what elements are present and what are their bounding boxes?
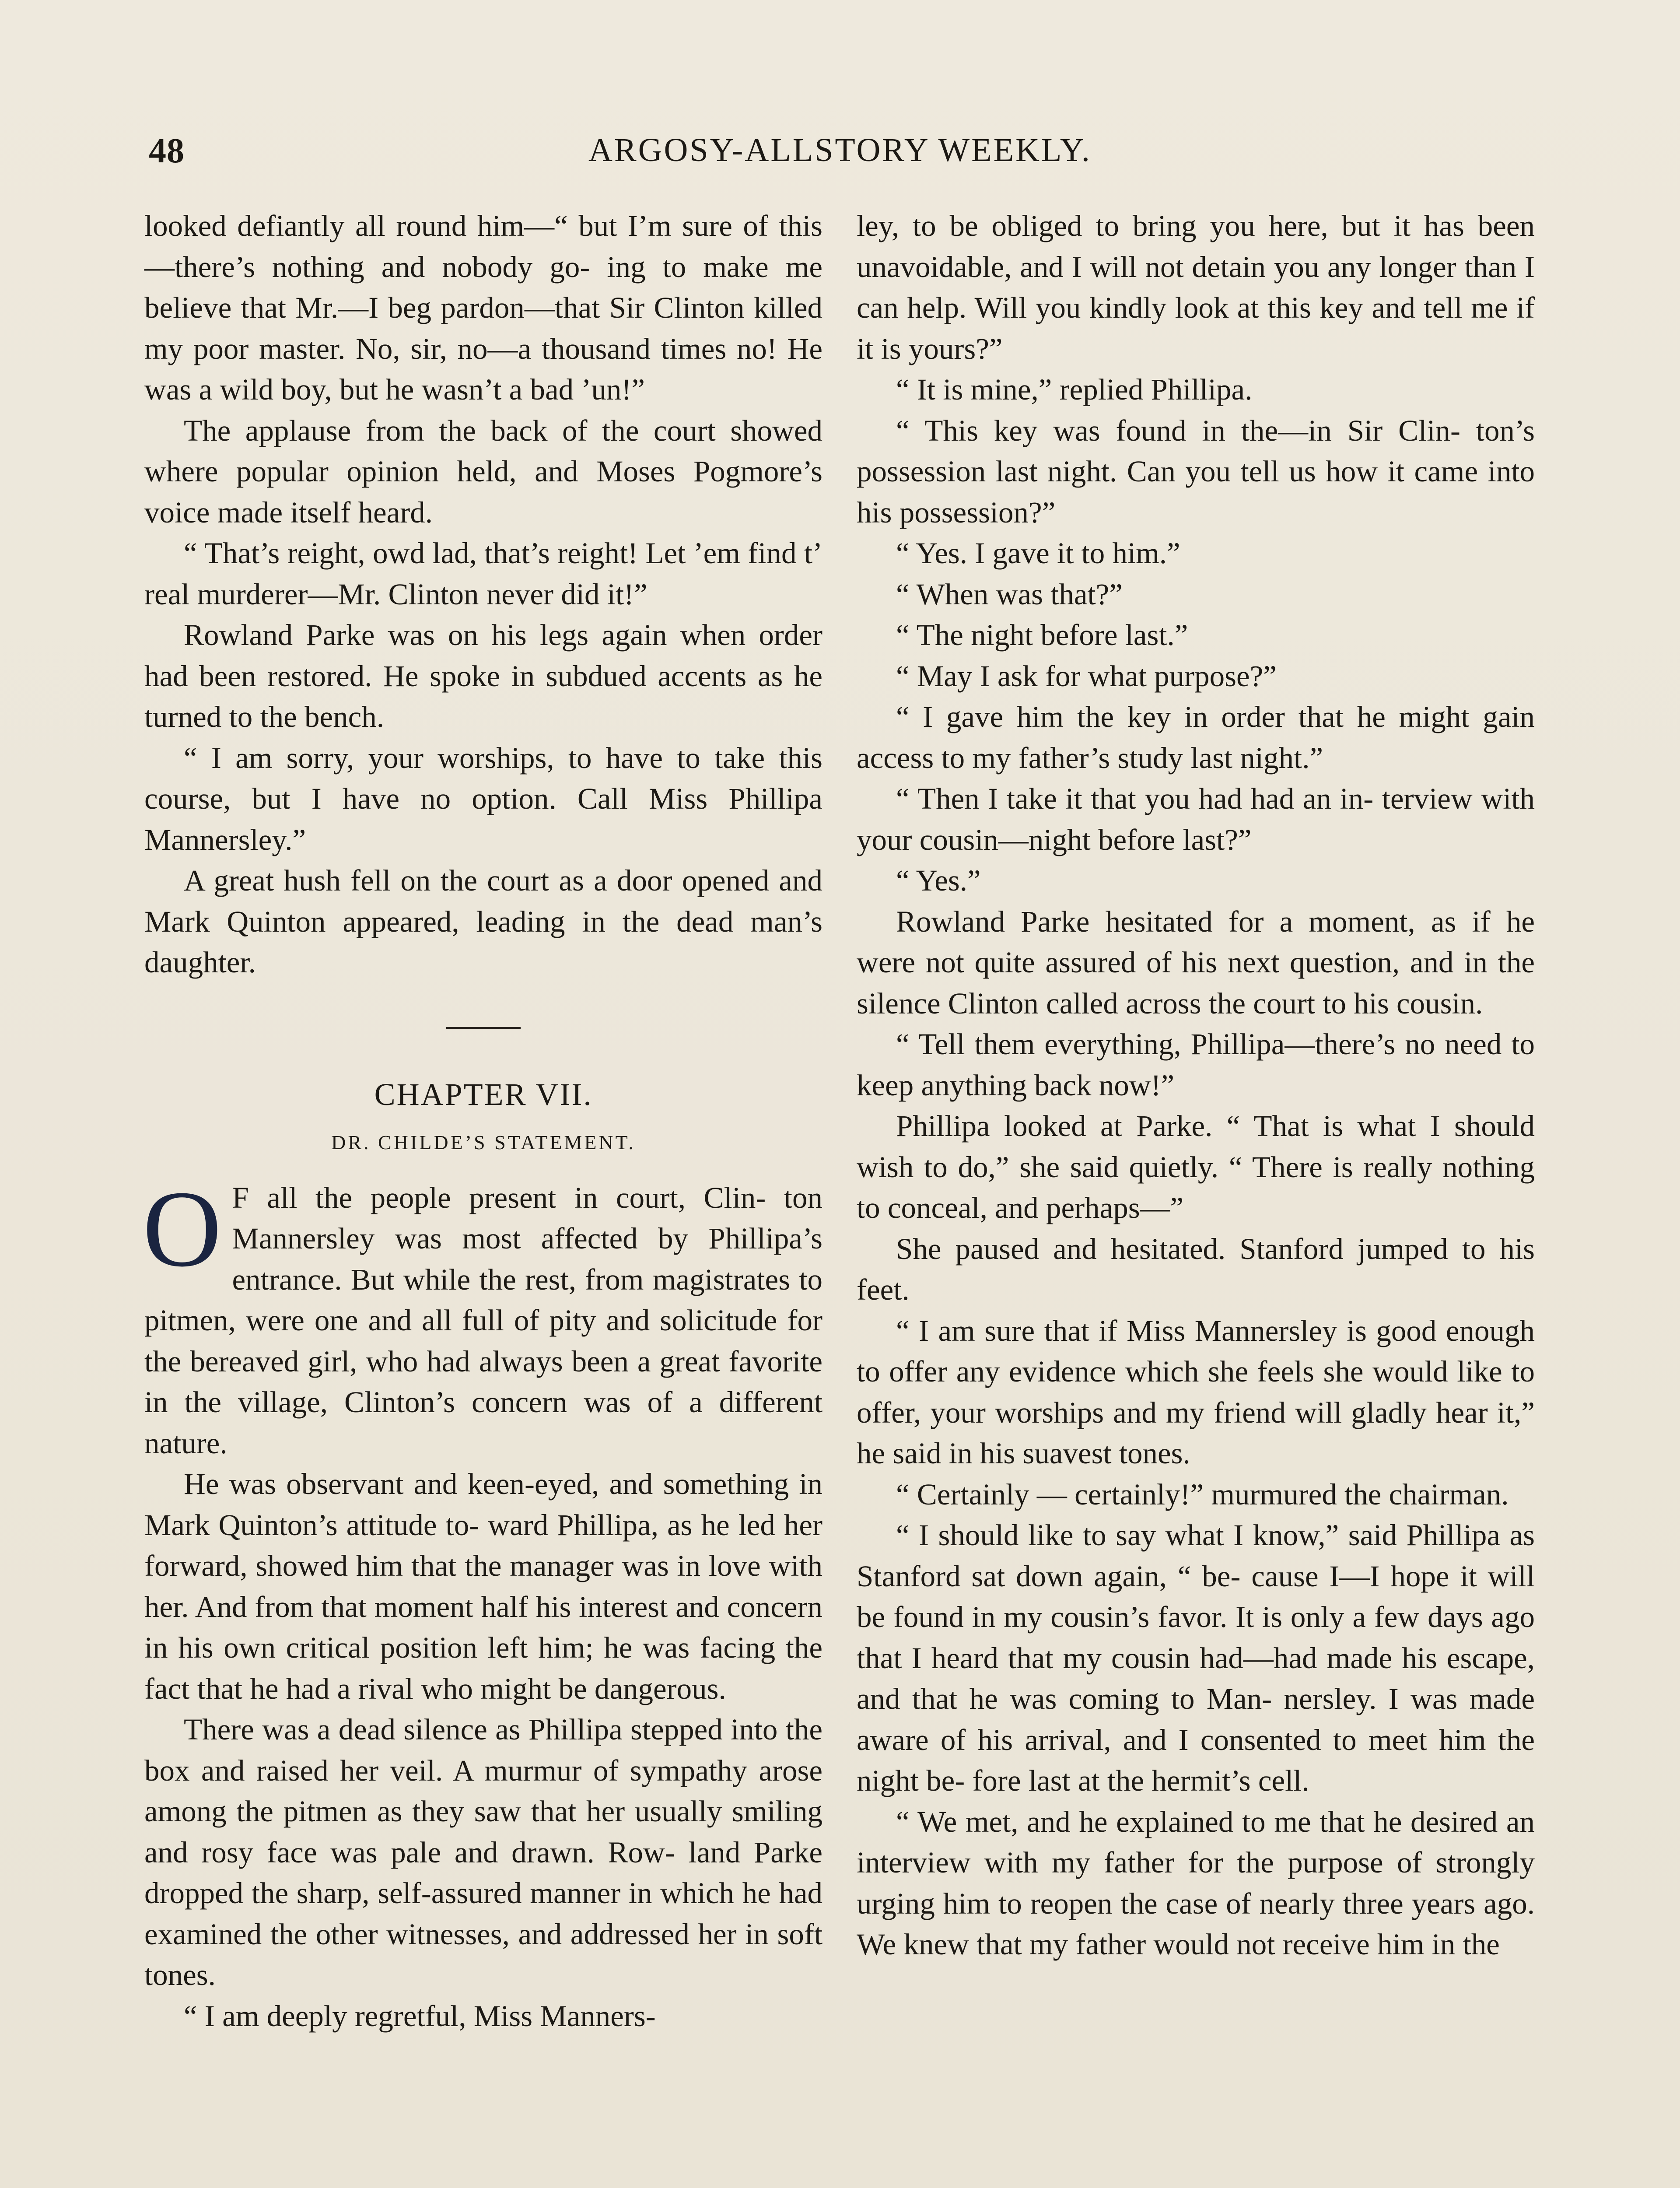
running-head: ARGOSY-ALLSTORY WEEKLY. [588,132,1092,168]
chapter-title: CHAPTER VII. [374,1076,593,1112]
left-column [144,206,822,2037]
page-header [144,131,1536,193]
paragraph: A great hush fell on the court as a door opened and Mark Quinton appeared, leading in the dead man’s daughter. [144,864,822,979]
drop-cap: O [143,1168,222,1290]
paragraph: Rowland Parke hesitated for a moment, as if he were not quite assured of his next question, and in the silence Clinton called across the court to his cousin. [857,905,1535,1020]
paragraph: “ We met, and he explained to me that he desired an interview with my father for the purpose of strongly urging him to reopen the case of nearly three years ago. We knew that my father would not receive him in the [857,1805,1535,1961]
paragraph: He was observant and keen-eyed, and something in Mark Quinton’s attitude to- ward Phillipa, as he led her forward, showed him that the manager was in love with her. And from that moment half his interest and concern in his own critical position left him; he was facing the fact that he had a rival who might be dangerous. [144,1467,822,1705]
paragraph: “ I gave him the key in order that he might gain access to my father’s study last night.” [857,700,1535,775]
paragraph: “ Yes.” [896,864,981,897]
paragraph: Phillipa looked at Parke. “ That is what I should wish to do,” she said quietly. “ There is really nothing to conceal, and perhaps—” [857,1109,1535,1224]
paragraph: “ Tell them everything, Phillipa—there’s no need to keep anything back now!” [857,1027,1535,1102]
paragraph: ley, to be obliged to bring you here, but it has been unavoidable, and I will not detain you any longer than I can help. Will you kindly look at this key and tell me if it is yours?” [857,209,1535,365]
paragraph: “ When was that?” [896,577,1123,611]
paragraph: “ I am sorry, your worships, to have to take this course, but I have no option. Call Miss Phillipa Mannersley.” [144,741,822,856]
paragraph: “ The night before last.” [896,618,1188,652]
paragraph: She paused and hesitated. Stanford jumped to his feet. [857,1232,1535,1306]
right-column [857,206,1535,1965]
page-number: 48 [149,132,185,170]
opening-paragraph-text: F all the people present in court, Clin- ton Mannersley was most affected by Phillipa’s entrance. But while the rest, from magistrates to pitmen, were one and all full of pity and solicitude for the bereaved girl, who had always been a great favorite in the village, Clinton’s concern was of a different nature. [144,1181,822,1460]
chapter-subtitle: DR. CHILDE’S STATEMENT. [331,1131,636,1154]
paragraph: “ This key was found in the—in Sir Clin- ton’s possession last night. Can you tell us how it came into his possession?” [857,414,1535,529]
paragraph: “ That’s reight, owd lad, that’s reight! Let ’em find t’ real murderer—Mr. Clinton never did it!” [144,536,822,611]
paragraph: “ I should like to say what I know,” said Phillipa as Stanford sat down again, “ be- cause I—I hope it will be found in my cousin’s favor. It is only a few days ago that I heard that my cousin had—had made his escape, and that he was coming to Man- nersley. I was made aware of his arrival, and I consented to meet him the night be- fore last at the hermit’s cell. [857,1518,1535,1797]
paragraph: “ I am deeply regretful, Miss Manners- [184,1999,656,2033]
paragraph: “ Certainly — certainly!” murmured the chairman. [896,1477,1509,1511]
paragraph: The applause from the back of the court showed where popular opinion held, and Moses Pogmore’s voice made itself heard. [144,414,822,529]
paragraph: Rowland Parke was on his legs again when order had been restored. He spoke in subdued accents as he turned to the bench. [144,618,822,733]
paragraph: looked defiantly all round him—“ but I’m sure of this—there’s nothing and nobody go- ing to make me believe that Mr.—I beg pardon—that Sir Clinton killed my poor master. No, sir, no—a thousand times no! He was a wild boy, but he wasn’t a bad ’un!” [144,209,822,406]
section-divider [446,1027,521,1029]
paragraph: “ Then I take it that you had had an in- terview with your cousin—night before last?” [857,782,1535,856]
paragraph: There was a dead silence as Phillipa stepped into the box and raised her veil. A murmur of sympathy arose among the pitmen as they saw that her usually smiling and rosy face was pale and drawn. Row- land Parke dropped the sharp, self-assured manner in which he had examined the other witnesses, and addressed her in soft tones. [144,1713,822,1992]
paragraph: “ Yes. I gave it to him.” [896,536,1180,570]
paragraph: “ It is mine,” replied Phillipa. [896,373,1253,406]
paragraph: “ May I ask for what purpose?” [896,659,1277,693]
paragraph: “ I am sure that if Miss Mannersley is good enough to offer any evidence which she feels she would like to offer, your worships and my friend will gladly hear it,” he said in his suavest tones. [857,1314,1535,1470]
chapter-opening-paragraph [143,1168,822,1464]
